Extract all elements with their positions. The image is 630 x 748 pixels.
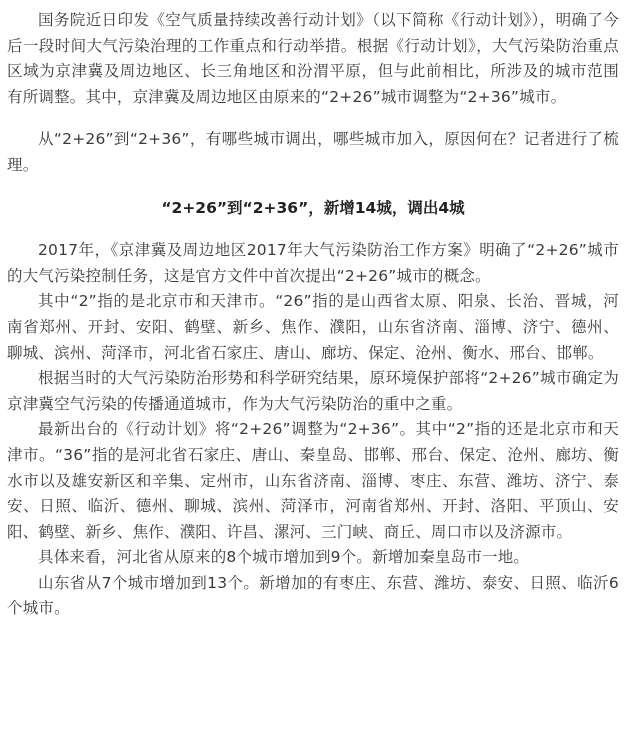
paragraph-shandong: 山东省从7个城市增加到13个。新增加的有枣庄、东营、潍坊、泰安、日照、临沂6个城市。: [7, 573, 619, 618]
paragraph-transmission-channel: 根据当时的大气污染防治形势和科学研究结果，原环境保护部将“2+26”城市确定为京津冀空气污染的传播通道城市，作为大气污染防治的重中之重。: [7, 369, 619, 413]
intro-paragraph-1: 国务院近日印发《空气质量持续改善行动计划》（以下简称《行动计划》），明确了今后一段时间大气污染治理的工作重点和行动举措。根据《行动计划》，大气污染防治重点区域为京津冀及周边地区、长三角地区和汾渭平原，但与此前相比，所涉及的城市范围有所调整。其中，京津冀及周边地区由原来的“2+26”城市调整为“2+36”城市。: [7, 11, 619, 106]
paragraph-2017-plan: 2017年，《京津冀及周边地区2017年大气污染防治工作方案》明确了“2+26”城市的大气污染控制任务，这是官方文件中首次提出“2+26”城市的概念。: [7, 241, 619, 285]
paragraph-gap: [7, 179, 619, 196]
article-body: [7, 8, 619, 622]
paragraph-36-cities: 最新出台的《行动计划》将“2+26”调整为“2+36”。其中“2”指的还是北京市和天津市。“36”指的是河北省石家庄、唐山、秦皇岛、邯郸、邢台、保定、沧州、廊坊、衡水市以及雄安新区和辛集、定州市，山东省济南、淄博、枣庄、东营、潍坊、济宁、泰安、日照、临沂、德州、聊城、滨州、菏泽市，河南省郑州、开封、洛阳、平顶山、安阳、鹤壁、新乡、焦作、濮阳、许昌、漯河、三门峡、商丘、周口市以及济源市。: [7, 420, 619, 541]
paragraph-gap: [7, 221, 619, 238]
paragraph-gap: [7, 110, 619, 127]
section-heading: “2+26”到“2+36”，新增14城，调出4城: [161, 198, 465, 217]
intro-paragraph-2: 从“2+26”到“2+36”，有哪些城市调出，哪些城市加入，原因何在？记者进行了梳理。: [7, 130, 619, 174]
paragraph-hebei: 具体来看，河北省从原来的8个城市增加到9个。新增加秦皇岛市一地。: [38, 548, 530, 567]
paragraph-26-cities: 其中“2”指的是北京市和天津市。“26”指的是山西省太原、阳泉、长治、晋城，河南省郑州、开封、安阳、鹤壁、新乡、焦作、濮阳，山东省济南、淄博、济宁、德州、聊城、滨州、菏泽市，河北省石家庄、唐山、廊坊、保定、沧州、衡水、邢台、邯郸。: [7, 292, 619, 362]
